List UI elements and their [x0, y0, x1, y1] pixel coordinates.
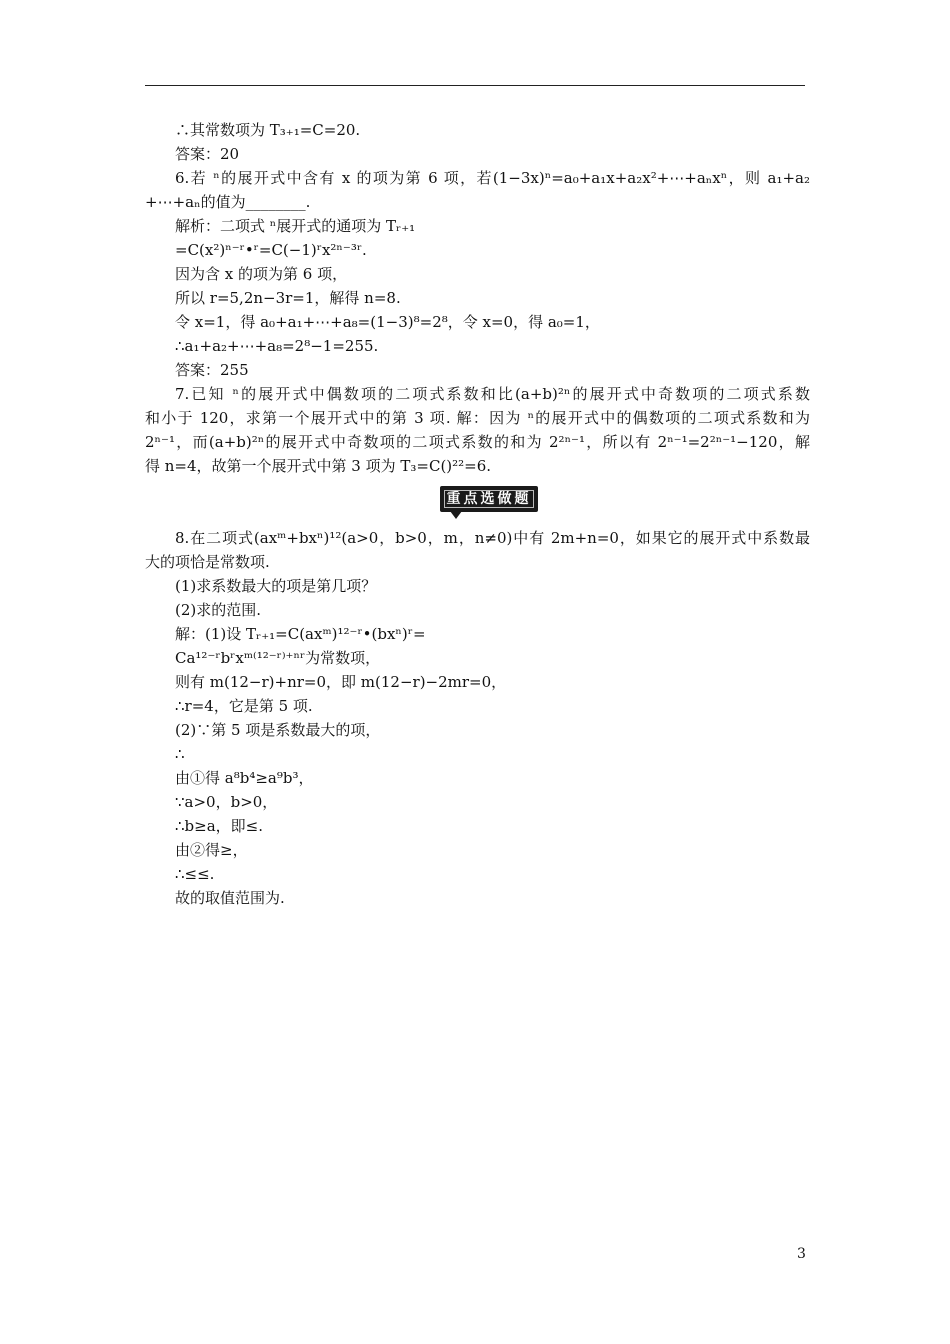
text-line: 6.若 ⁿ的展开式中含有 x 的项为第 6 项，若(1−3x)ⁿ=a₀+a₁x+a₂x²+⋯+aₙxⁿ，则 a₁+a₂	[175, 169, 810, 187]
text-line: +⋯+aₙ的值为________.	[145, 193, 311, 211]
text-line: 故的取值范围为.	[175, 889, 285, 907]
text-line: ∴b≥a，即≤.	[175, 817, 263, 835]
text-line: =C(x²)ⁿ⁻ʳ•ʳ=C(−1)ʳx²ⁿ⁻³ʳ.	[175, 241, 367, 259]
text-line: 由①得 a⁸b⁴≥a⁹b³，	[175, 769, 314, 787]
text-line: ∴	[175, 745, 185, 763]
text-line: 答案：255	[175, 361, 249, 379]
section-badge-row	[145, 478, 810, 526]
text-line: 7.已知 ⁿ的展开式中偶数项的二项式系数和比(a+b)²ⁿ的展开式中奇数项的二项式系数	[175, 385, 810, 403]
page-number: 3	[797, 1246, 806, 1262]
badge-inner-border	[444, 490, 534, 508]
text-line: 解：(1)设 Tᵣ₊₁=C(axᵐ)¹²⁻ʳ•(bxⁿ)ʳ=	[175, 625, 426, 643]
text-line: 因为含 x 的项为第 6 项，	[175, 265, 348, 283]
text-line: 2ⁿ⁻¹，而(a+b)²ⁿ的展开式中奇数项的二项式系数的和为 2²ⁿ⁻¹，所以有 2ⁿ⁻¹=2²ⁿ⁻¹−120，解	[145, 433, 810, 451]
text-line: ∴其常数项为 T₃₊₁=C=20.	[175, 121, 361, 139]
text-line: (2)∵第 5 项是系数最大的项，	[175, 721, 381, 739]
text-line: ∴a₁+a₂+⋯+a₈=2⁸−1=255.	[175, 337, 379, 355]
text-line: ∵a>0，b>0，	[175, 793, 278, 811]
text-line: (2)求的范围.	[175, 601, 262, 619]
text-line: 和小于 120，求第一个展开式中的第 3 项. 解：因为 ⁿ的展开式中的偶数项的二项式系数和为	[145, 409, 810, 427]
header-rule	[145, 85, 805, 86]
text-line: 答案：20	[175, 145, 240, 163]
section-badge-label: 重点选做题	[446, 491, 532, 507]
text-line: 解析：二项式 ⁿ展开式的通项为 Tᵣ₊₁	[175, 217, 416, 235]
text-line: 大的项恰是常数项.	[145, 553, 270, 571]
text-line: 令 x=1，得 a₀+a₁+⋯+a₈=(1−3)⁸=2⁸，令 x=0，得 a₀=1，	[175, 313, 600, 331]
text-line: ∴r=4，它是第 5 项.	[175, 697, 313, 715]
text-line: ∴≤≤.	[175, 865, 215, 883]
text-line: 由②得≥，	[175, 841, 248, 859]
text-line: 所以 r=5,2n−3r=1，解得 n=8.	[175, 289, 401, 307]
text-line: 得 n=4，故第一个展开式中第 3 项为 T₃=C()²²=6.	[145, 457, 492, 475]
text-line: Ca¹²⁻ʳbʳxᵐ⁽¹²⁻ʳ⁾⁺ⁿʳ为常数项，	[175, 649, 381, 667]
text-line: 8.在二项式(axᵐ+bxⁿ)¹²(a>0，b>0，m，n≠0)中有 2m+n=0，如果它的展开式中系数最	[175, 529, 810, 547]
document-body	[145, 118, 810, 910]
text-line: (1)求系数最大的项是第几项？	[175, 577, 377, 595]
text-line: 则有 m(12−r)+nr=0，即 m(12−r)−2mr=0，	[175, 673, 507, 691]
section-badge	[440, 486, 538, 512]
